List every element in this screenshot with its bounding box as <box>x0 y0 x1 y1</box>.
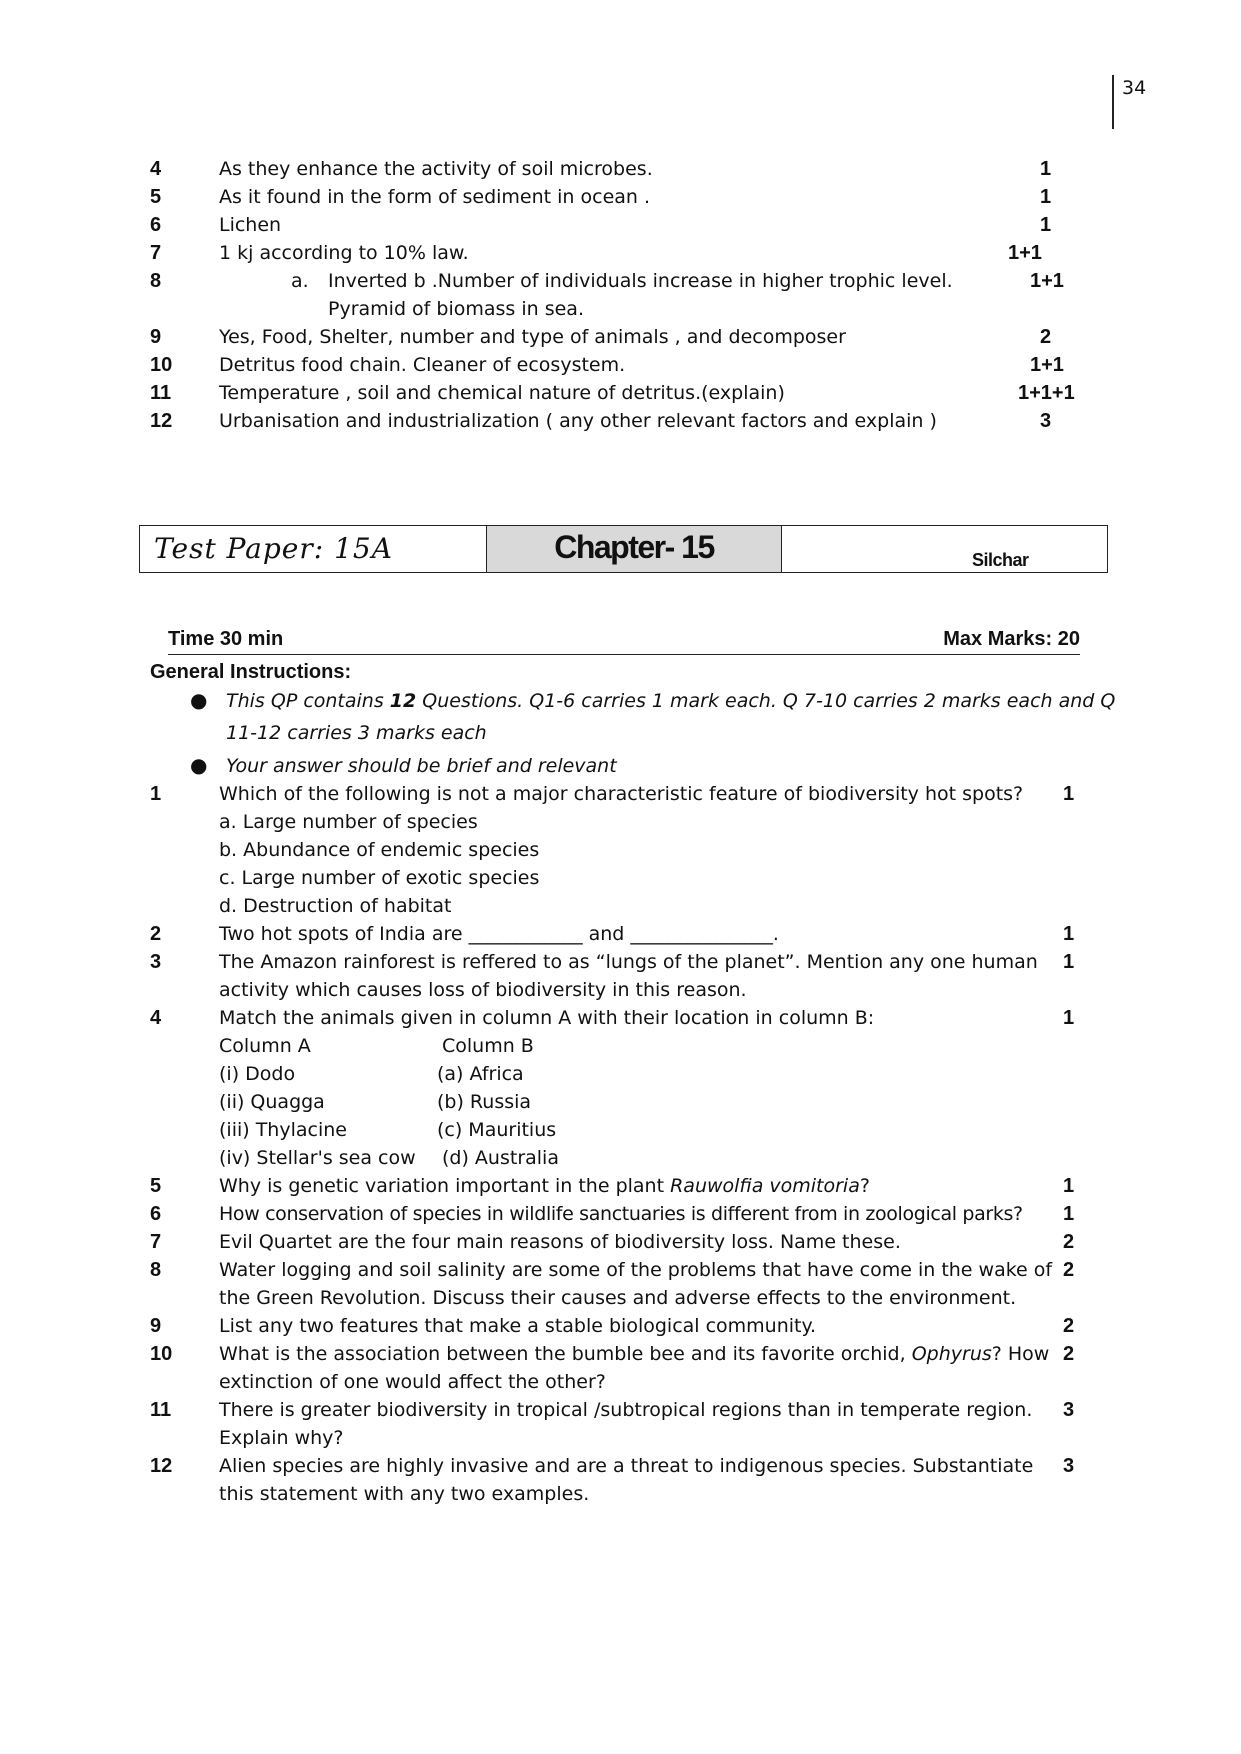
answer-row <box>0 379 1241 407</box>
question-row <box>0 1312 1241 1340</box>
question-marks: 3 <box>1063 1455 1075 1477</box>
answer-number: 4 <box>150 158 162 180</box>
location-label: Silchar <box>972 550 1029 570</box>
question-marks: 2 <box>1063 1343 1075 1365</box>
question-number: 12 <box>150 1455 173 1477</box>
answer-row <box>0 351 1241 379</box>
question-text: How conservation of species in wildlife sanctuaries is different from in zoological parks? <box>219 1203 1023 1225</box>
answer-marks: 3 <box>1040 410 1052 432</box>
chapter-title: Chapter- 15 <box>554 529 714 565</box>
question-number: 4 <box>150 1007 162 1029</box>
answer-row <box>0 323 1241 351</box>
question-marks: 1 <box>1063 923 1075 945</box>
answer-text: As it found in the form of sediment in ocean . <box>219 186 651 208</box>
general-instructions-heading: General Instructions: <box>150 661 352 683</box>
column-b-header: Column B <box>442 1035 534 1057</box>
answer-number: 10 <box>150 354 173 376</box>
question-number: 6 <box>150 1203 162 1225</box>
test-paper-title: Test Paper: 15A <box>154 532 393 565</box>
question-row <box>0 1396 1241 1424</box>
question-number: 3 <box>150 951 162 973</box>
question-number: 5 <box>150 1175 162 1197</box>
instruction-item <box>226 690 1115 712</box>
question-marks: 1 <box>1063 783 1075 805</box>
question-text: Water logging and soil salinity are some of the problems that have come in the wake of <box>219 1259 1053 1281</box>
question-text: Alien species are highly invasive and are a threat to indigenous species. Substantiate <box>219 1455 1034 1477</box>
answer-row <box>0 183 1241 211</box>
answer-marks: 2 <box>1040 326 1052 348</box>
question-text: Which of the following is not a major characteristic feature of biodiversity hot spots? <box>219 783 1024 805</box>
column-b-item: (d) Australia <box>442 1147 559 1169</box>
question-text <box>219 1172 870 1200</box>
question-marks: 2 <box>1063 1259 1075 1281</box>
question-row <box>0 1340 1241 1368</box>
answer-text: Urbanisation and industrialization ( any other relevant factors and explain ) <box>219 410 937 432</box>
answer-text: Temperature , soil and chemical nature of detritus.(explain) <box>219 382 785 404</box>
column-b-item: (c) Mauritius <box>437 1119 557 1141</box>
question-text-continuation: extinction of one would affect the other? <box>219 1371 606 1393</box>
column-a-header: Column A <box>219 1035 311 1057</box>
page-number-divider <box>1112 75 1114 129</box>
answer-number: 12 <box>150 410 173 432</box>
answer-marks: 1+1 <box>1008 242 1042 264</box>
column-a-item: (ii) Quagga <box>219 1091 325 1113</box>
question-number: 9 <box>150 1315 162 1337</box>
question-marks: 1 <box>1063 1007 1075 1029</box>
answer-number: 11 <box>150 382 172 404</box>
question-text: Two hot spots of India are ____________ and _______________. <box>219 923 779 945</box>
question-text <box>219 1340 1049 1368</box>
answer-marks: 1 <box>1040 214 1052 236</box>
time-label: Time 30 min <box>168 628 284 650</box>
question-text: The Amazon rainforest is reffered to as “lungs of the planet”. Mention any one human <box>219 951 1038 973</box>
question-text: Evil Quartet are the four main reasons of biodiversity loss. Name these. <box>219 1231 901 1253</box>
question-row <box>0 1256 1241 1284</box>
answer-text: Lichen <box>219 214 282 236</box>
question-row <box>0 920 1241 948</box>
question-row <box>0 1200 1241 1228</box>
header-cell-chapter <box>487 526 782 572</box>
question-text-continuation: Explain why? <box>219 1427 344 1449</box>
question-marks: 2 <box>1063 1231 1075 1253</box>
time-marks-line <box>168 628 1080 655</box>
answer-text: As they enhance the activity of soil microbes. <box>219 158 653 180</box>
answer-text: 1 kj according to 10% law. <box>219 242 469 264</box>
answer-text: Inverted b .Number of individuals increase in higher trophic level. <box>328 270 953 292</box>
question-row <box>0 1004 1241 1032</box>
question-marks: 3 <box>1063 1399 1075 1421</box>
answer-text: Yes, Food, Shelter, number and type of animals , and decomposer <box>219 326 846 348</box>
answer-marks: 1+1+1 <box>1018 382 1075 404</box>
question-row <box>0 1172 1241 1200</box>
question-number: 1 <box>150 783 162 805</box>
question-text-continuation: the Green Revolution. Discuss their causes and adverse effects to the environment. <box>219 1287 1017 1309</box>
answer-row <box>0 211 1241 239</box>
question-option: b. Abundance of endemic species <box>219 839 540 861</box>
species-name: Rauwolfia vomitoria <box>670 1175 860 1197</box>
question-text: There is greater biodiversity in tropical /subtropical regions than in temperate region. <box>219 1399 1033 1421</box>
answer-marks: 1+1 <box>1030 270 1064 292</box>
answer-marks: 1 <box>1040 158 1052 180</box>
header-cell-location <box>782 526 1107 572</box>
question-text-part: ? How <box>991 1343 1050 1365</box>
question-option: a. Large number of species <box>219 811 478 833</box>
answer-number: 8 <box>150 270 162 292</box>
question-row <box>0 948 1241 976</box>
column-b-item: (a) Africa <box>437 1063 524 1085</box>
answer-row <box>0 267 1241 295</box>
test-paper-header <box>139 525 1108 573</box>
question-number: 7 <box>150 1231 162 1253</box>
bullet-icon: ● <box>190 688 208 712</box>
question-option: d. Destruction of habitat <box>219 895 452 917</box>
question-text: Match the animals given in column A with their location in column B: <box>219 1007 875 1029</box>
column-a-item: (iv) Stellar's sea cow <box>219 1147 416 1169</box>
max-marks-label: Max Marks: 20 <box>943 628 1080 650</box>
answer-number: 7 <box>150 242 162 264</box>
question-text-part: Why is genetic variation important in the plant <box>219 1175 671 1197</box>
answer-subitem-label: a. <box>291 270 309 292</box>
instruction-text: This QP contains <box>226 690 390 712</box>
answer-row <box>0 155 1241 183</box>
question-row <box>0 780 1241 808</box>
answer-text: Pyramid of biomass in sea. <box>328 298 584 320</box>
question-text-continuation: activity which causes loss of biodiversity in this reason. <box>219 979 747 1001</box>
bullet-icon: ● <box>190 753 208 777</box>
question-marks: 1 <box>1063 951 1075 973</box>
question-text-continuation: this statement with any two examples. <box>219 1483 590 1505</box>
question-row <box>0 1452 1241 1480</box>
instruction-item-continuation: 11-12 carries 3 marks each <box>226 722 487 744</box>
question-number: 11 <box>150 1399 172 1421</box>
answer-marks: 1 <box>1040 186 1052 208</box>
column-a-item: (i) Dodo <box>219 1063 296 1085</box>
answer-number: 9 <box>150 326 162 348</box>
header-cell-test-paper <box>140 526 487 572</box>
question-marks: 1 <box>1063 1203 1075 1225</box>
column-b-item: (b) Russia <box>437 1091 532 1113</box>
instruction-question-count: 12 <box>389 690 417 712</box>
answer-number: 5 <box>150 186 162 208</box>
page-number: 34 <box>1122 77 1147 99</box>
question-number: 2 <box>150 923 162 945</box>
question-number: 10 <box>150 1343 173 1365</box>
species-name: Ophyrus <box>911 1343 992 1365</box>
question-text-part: ? <box>859 1175 870 1197</box>
answer-row-continuation <box>0 295 1241 323</box>
answer-text: Detritus food chain. Cleaner of ecosystem. <box>219 354 626 376</box>
column-a-item: (iii) Thylacine <box>219 1119 347 1141</box>
question-marks: 1 <box>1063 1175 1075 1197</box>
question-number: 8 <box>150 1259 162 1281</box>
question-marks: 2 <box>1063 1315 1075 1337</box>
answer-marks: 1+1 <box>1030 354 1064 376</box>
instruction-item: Your answer should be brief and relevant <box>226 755 617 777</box>
question-text: List any two features that make a stable biological community. <box>219 1315 817 1337</box>
instruction-text: Questions. Q1-6 carries 1 mark each. Q 7-10 carries 2 marks each and Q <box>416 690 1116 712</box>
answer-row <box>0 407 1241 435</box>
question-text-part: What is the association between the bumble bee and its favorite orchid, <box>219 1343 912 1365</box>
question-option: c. Large number of exotic species <box>219 867 540 889</box>
answer-row <box>0 239 1241 267</box>
question-row <box>0 1228 1241 1256</box>
answer-number: 6 <box>150 214 162 236</box>
